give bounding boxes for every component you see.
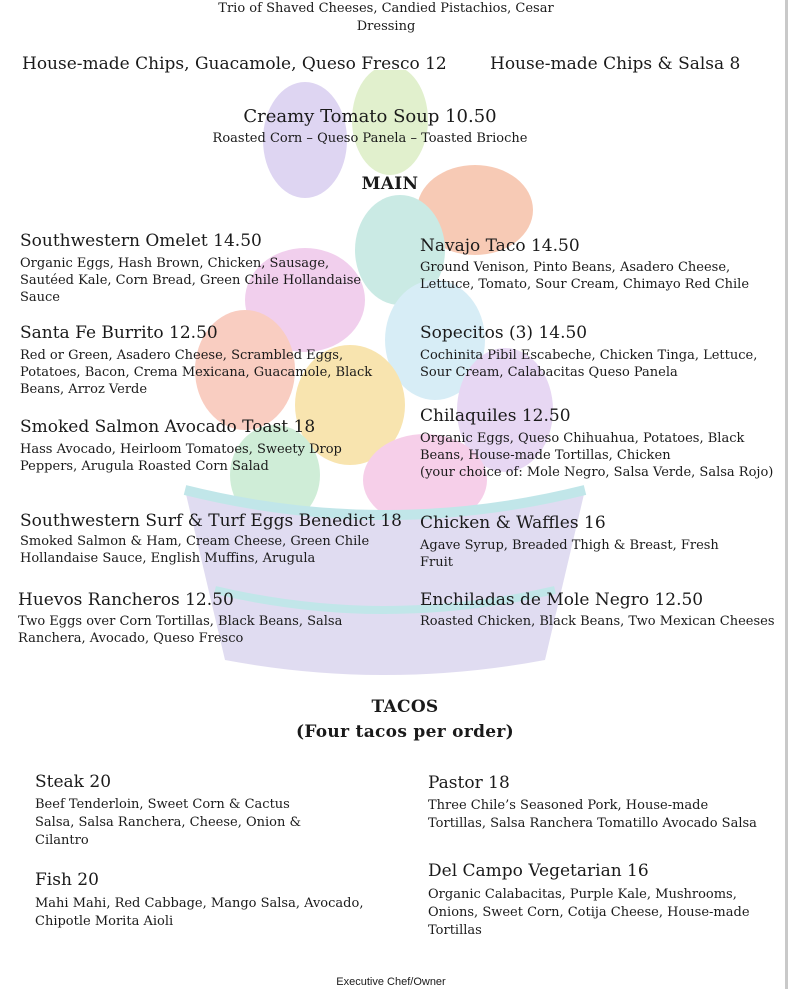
menu-item-desc: Hollandaise Sauce, English Muffins, Arugula <box>20 551 316 566</box>
menu-item-name: Southwestern Surf & Turf Eggs Benedict 18 <box>20 511 402 531</box>
taco-item-desc: Tortillas, Salsa Ranchera Tomatillo Avocado Salsa <box>428 816 757 831</box>
taco-item-name: Steak 20 <box>35 772 112 792</box>
menu-item-desc: Lettuce, Tomato, Sour Cream, Chimayo Red Chile <box>420 277 750 292</box>
menu-item-name: Chicken & Waffles 16 <box>420 513 606 533</box>
menu-item-desc: Beans, House-made Tortillas, Chicken <box>420 448 671 463</box>
menu-item-desc: Sour Cream, Calabacitas Queso Panela <box>420 365 678 380</box>
menu-item-desc: Red or Green, Asadero Cheese, Scrambled Eggs, <box>20 348 344 363</box>
menu-item-name: Southwestern Omelet 14.50 <box>20 231 262 251</box>
executive-chef-label: Executive Chef/Owner <box>336 976 446 988</box>
menu-item-desc: Ranchera, Avocado, Queso Fresco <box>18 631 244 646</box>
menu-item-desc: Fruit <box>420 555 453 570</box>
taco-item-desc: Three Chile’s Seasoned Pork, House-made <box>428 798 709 813</box>
menu-item-name: Navajo Taco 14.50 <box>420 236 580 256</box>
menu-item-desc: Smoked Salmon & Ham, Cream Cheese, Green Chile <box>20 534 370 549</box>
taco-item-name: Pastor 18 <box>428 773 510 793</box>
tacos-heading: TACOS <box>371 697 439 717</box>
menu-item-name: Huevos Rancheros 12.50 <box>18 590 234 610</box>
taco-item-desc: Tortillas <box>428 923 482 938</box>
menu-item-desc: Roasted Chicken, Black Beans, Two Mexican Cheeses <box>420 614 775 629</box>
menu-item-desc: (your choice of: Mole Negro, Salsa Verde, Salsa Rojo) <box>420 465 774 480</box>
menu-item-name: Chilaquiles 12.50 <box>420 406 571 426</box>
menu-item-desc: Organic Eggs, Queso Chihuahua, Potatoes, Black <box>420 431 745 446</box>
menu-item-desc: Ground Venison, Pinto Beans, Asadero Cheese, <box>420 260 731 275</box>
soup-name: Creamy Tomato Soup 10.50 <box>243 106 497 127</box>
taco-item-desc: Mahi Mahi, Red Cabbage, Mango Salsa, Avocado, <box>35 896 364 911</box>
taco-item-desc: Onions, Sweet Corn, Cotija Cheese, House-made <box>428 905 750 920</box>
salad-desc-line2: Dressing <box>356 19 416 34</box>
menu-item-desc: Potatoes, Bacon, Crema Mexicana, Guacamole, Black <box>20 365 373 380</box>
menu-item-name: Smoked Salmon Avocado Toast 18 <box>20 417 316 437</box>
chips-salsa-item: House-made Chips & Salsa 8 <box>490 54 741 74</box>
tacos-subheading: (Four tacos per order) <box>296 722 514 742</box>
taco-item-desc: Beef Tenderloin, Sweet Corn & Cactus <box>35 797 290 812</box>
menu-item-desc: Sautéed Kale, Corn Bread, Green Chile Hollandaise <box>20 273 362 288</box>
menu-item-name: Santa Fe Burrito 12.50 <box>20 323 218 343</box>
menu-item-desc: Hass Avocado, Heirloom Tomatoes, Sweety Drop <box>20 442 342 457</box>
menu-item-name: Enchiladas de Mole Negro 12.50 <box>420 590 704 610</box>
menu-item-name: Sopecitos (3) 14.50 <box>420 323 588 343</box>
taco-item-name: Fish 20 <box>35 870 99 890</box>
salad-desc-line1: Trio of Shaved Cheeses, Candied Pistachios, Cesar <box>218 1 554 16</box>
page-right-border <box>785 0 788 989</box>
taco-item-desc: Organic Calabacitas, Purple Kale, Mushrooms, <box>428 887 737 902</box>
main-heading: MAIN <box>361 174 419 194</box>
taco-item-desc: Salsa, Salsa Ranchera, Cheese, Onion & <box>35 815 302 830</box>
soup-desc: Roasted Corn – Queso Panela – Toasted Brioche <box>212 131 528 146</box>
taco-item-desc: Chipotle Morita Aioli <box>35 914 174 929</box>
chips-guacamole-item: House-made Chips, Guacamole, Queso Fresco 12 <box>22 54 447 74</box>
menu-item-desc: Agave Syrup, Breaded Thigh & Breast, Fresh <box>420 538 719 553</box>
menu-item-desc: Peppers, Arugula Roasted Corn Salad <box>20 459 269 474</box>
menu-item-desc: Beans, Arroz Verde <box>20 382 148 397</box>
taco-item-name: Del Campo Vegetarian 16 <box>428 861 649 881</box>
menu-item-desc: Organic Eggs, Hash Brown, Chicken, Sausage, <box>20 256 330 271</box>
menu-item-desc: Two Eggs over Corn Tortillas, Black Beans, Salsa <box>18 614 343 629</box>
taco-item-desc: Cilantro <box>35 833 89 848</box>
menu-item-desc: Cochinita Pibil Escabeche, Chicken Tinga, Lettuce, <box>420 348 758 363</box>
menu-item-desc: Sauce <box>20 290 61 305</box>
